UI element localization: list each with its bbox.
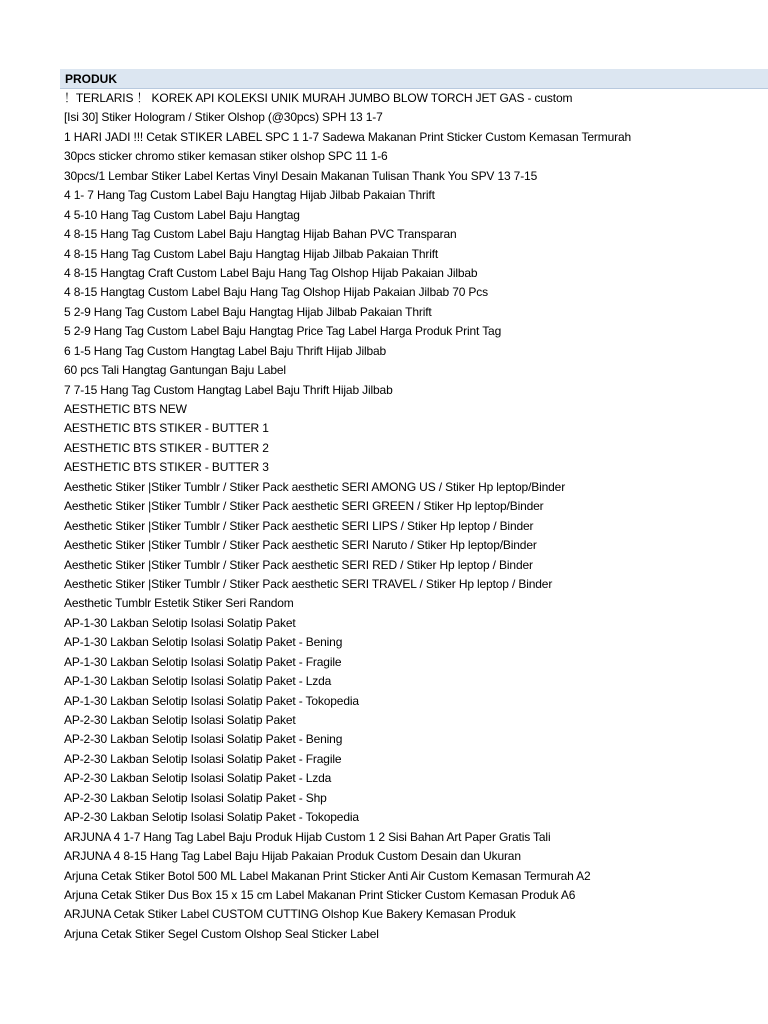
table-row[interactable]: 5 2-9 Hang Tag Custom Label Baju Hangtag Hijab Jilbab Pakaian Thrift bbox=[64, 304, 432, 319]
table-row[interactable]: AP-1-30 Lakban Selotip Isolasi Solatip Paket - Bening bbox=[64, 635, 343, 650]
table-row[interactable]: AESTHETIC BTS STIKER - BUTTER 3 bbox=[64, 460, 269, 475]
table-row[interactable]: 4 8-15 Hang Tag Custom Label Baju Hangtag Hijab Bahan PVC Transparan bbox=[64, 227, 457, 242]
table-row[interactable]: Arjuna Cetak Stiker Segel Custom Olshop Seal Sticker Label bbox=[64, 926, 379, 941]
table-row[interactable]: 60 pcs Tali Hangtag Gantungan Baju Label bbox=[64, 363, 286, 378]
table-row[interactable]: Aesthetic Stiker |Stiker Tumblr / Stiker Pack aesthetic SERI TRAVEL / Stiker Hp leptop / Binder bbox=[64, 576, 553, 591]
table-row[interactable]: 30pcs/1 Lembar Stiker Label Kertas Vinyl Desain Makanan Tulisan Thank You SPV 13 7-15 bbox=[64, 168, 538, 183]
table-row[interactable]: AP-1-30 Lakban Selotip Isolasi Solatip Paket - Lzda bbox=[64, 674, 332, 689]
table-row[interactable]: 4 8-15 Hangtag Custom Label Baju Hang Tag Olshop Hijab Pakaian Jilbab 70 Pcs bbox=[64, 285, 488, 300]
table-row[interactable]: 4 8-15 Hangtag Craft Custom Label Baju Hang Tag Olshop Hijab Pakaian Jilbab bbox=[64, 265, 478, 280]
table-row[interactable]: AESTHETIC BTS STIKER - BUTTER 1 bbox=[64, 421, 269, 436]
table-row[interactable]: ARJUNA Cetak Stiker Label CUSTOM CUTTING Olshop Kue Bakery Kemasan Produk bbox=[64, 907, 516, 922]
table-row[interactable]: [Isi 30] Stiker Hologram / Stiker Olshop (@30pcs) SPH 13 1-7 bbox=[64, 110, 383, 125]
table-row[interactable]: Aesthetic Stiker |Stiker Tumblr / Stiker Pack aesthetic SERI Naruto / Stiker Hp leptop/Binder bbox=[64, 538, 537, 553]
table-row[interactable]: AP-1-30 Lakban Selotip Isolasi Solatip Paket bbox=[64, 615, 296, 630]
table-row[interactable]: 4 5-10 Hang Tag Custom Label Baju Hangtag bbox=[64, 207, 300, 222]
table-row[interactable]: Aesthetic Stiker |Stiker Tumblr / Stiker Pack aesthetic SERI AMONG US / Stiker Hp leptop/Binder bbox=[64, 479, 566, 494]
column-header[interactable] bbox=[60, 69, 768, 89]
product-list bbox=[64, 89, 768, 944]
table-row[interactable]: Aesthetic Tumblr Estetik Stiker Seri Random bbox=[64, 596, 294, 611]
table-row[interactable]: AP-1-30 Lakban Selotip Isolasi Solatip Paket - Tokopedia bbox=[64, 693, 359, 708]
table-row[interactable]: Aesthetic Stiker |Stiker Tumblr / Stiker Pack aesthetic SERI RED / Stiker Hp leptop / Binder bbox=[64, 557, 533, 572]
table-row[interactable]: AESTHETIC BTS STIKER - BUTTER 2 bbox=[64, 440, 269, 455]
table-row[interactable]: ARJUNA 4 1-7 Hang Tag Label Baju Produk Hijab Custom 1 2 Sisi Bahan Art Paper Gratis Tali bbox=[64, 829, 551, 844]
table-row[interactable]: 5 2-9 Hang Tag Custom Label Baju Hangtag Price Tag Label Harga Produk Print Tag bbox=[64, 324, 502, 339]
table-row[interactable]: AP-2-30 Lakban Selotip Isolasi Solatip Paket bbox=[64, 713, 296, 727]
table-row[interactable]: Arjuna Cetak Stiker Botol 500 ML Label Makanan Print Sticker Anti Air Custom Kemasan Termurah A2 bbox=[64, 868, 591, 883]
table-row[interactable]: 7 7-15 Hang Tag Custom Hangtag Label Baju Thrift Hijab Jilbab bbox=[64, 382, 393, 397]
table-row[interactable]: ARJUNA 4 8-15 Hang Tag Label Baju Hijab Pakaian Produk Custom Desain dan Ukuran bbox=[64, 849, 521, 864]
table-row[interactable]: Aesthetic Stiker |Stiker Tumblr / Stiker Pack aesthetic SERI GREEN / Stiker Hp leptop/Binder bbox=[64, 499, 544, 514]
table-row[interactable]: AP-1-30 Lakban Selotip Isolasi Solatip Paket - Fragile bbox=[64, 654, 342, 669]
table-row[interactable]: AP-2-30 Lakban Selotip Isolasi Solatip Paket - Shp bbox=[64, 790, 327, 805]
table-row[interactable]: 30pcs sticker chromo stiker kemasan stiker olshop SPC 11 1-6 bbox=[64, 149, 388, 164]
table-row[interactable]: AESTHETIC BTS NEW bbox=[64, 402, 187, 416]
table-row[interactable]: AP-2-30 Lakban Selotip Isolasi Solatip Paket - Fragile bbox=[64, 751, 342, 766]
table-row[interactable]: 1 HARI JADI !!! Cetak STIKER LABEL SPC 1 1-7 Sadewa Makanan Print Sticker Custom Kemasan Termurah bbox=[64, 129, 632, 144]
table-row[interactable]: Arjuna Cetak Stiker Dus Box 15 x 15 cm Label Makanan Print Sticker Custom Kemasan Produk A6 bbox=[64, 887, 576, 902]
table-row[interactable]: 4 1- 7 Hang Tag Custom Label Baju Hangtag Hijab Jilbab Pakaian Thrift bbox=[64, 188, 435, 203]
table-row[interactable]: AP-2-30 Lakban Selotip Isolasi Solatip Paket - Lzda bbox=[64, 771, 332, 786]
table-row[interactable]: 4 8-15 Hang Tag Custom Label Baju Hangtag Hijab Jilbab Pakaian Thrift bbox=[64, 246, 439, 261]
table-row[interactable]: AP-2-30 Lakban Selotip Isolasi Solatip Paket - Bening bbox=[64, 732, 343, 747]
table-row[interactable]: AP-2-30 Lakban Selotip Isolasi Solatip Paket - Tokopedia bbox=[64, 810, 359, 825]
table-row[interactable]: ！TERLARIS ！ KOREK API KOLEKSI UNIK MURAH JUMBO BLOW TORCH JET GAS - custom bbox=[64, 91, 573, 105]
column-header-label: PRODUK bbox=[65, 72, 118, 86]
table-row[interactable]: Aesthetic Stiker |Stiker Tumblr / Stiker Pack aesthetic SERI LIPS / Stiker Hp leptop / Binder bbox=[64, 518, 534, 533]
table-row[interactable]: 6 1-5 Hang Tag Custom Hangtag Label Baju Thrift Hijab Jilbab bbox=[64, 343, 387, 358]
